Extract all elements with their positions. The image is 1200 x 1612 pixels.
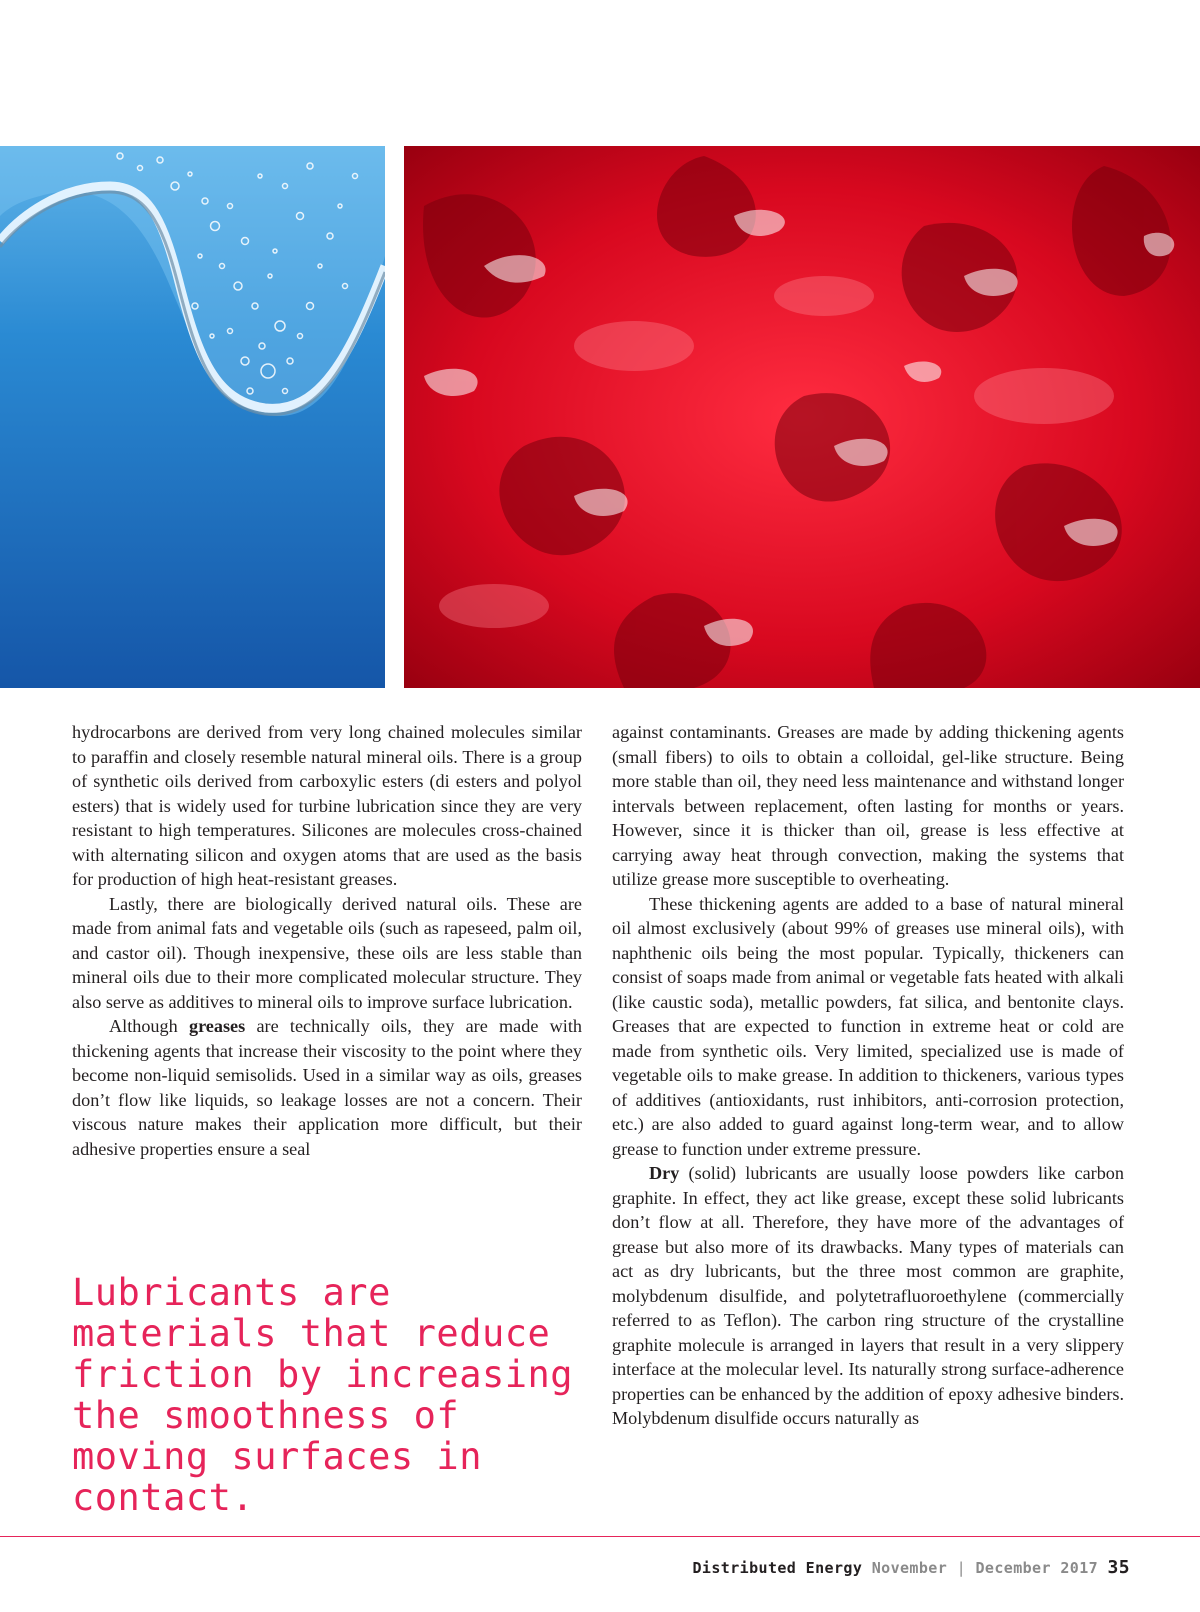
issue-date: December 2017 xyxy=(975,1559,1099,1577)
water-wave-illustration xyxy=(0,146,385,688)
red-grease-texture xyxy=(404,146,1200,688)
paragraph-synthetic-oils: hydrocarbons are derived from very long chained molecules similar to paraffin and closely resemble natural mineral oils. There is a group of synthetic oils derived from carboxylic esters (di esters and polyol esters) that is widely used for turbine lubrication since they are very resistant to high temperatures. Silicones are molecules cross-chained with alternating silicon and oxygen atoms that are used as the basis for production of high heat-resistant greases. xyxy=(72,722,582,889)
page-footer xyxy=(693,1557,1131,1578)
paragraph-greases xyxy=(72,1014,582,1161)
left-text-column xyxy=(72,720,582,1161)
pull-quote: Lubricants are materials that reduce friction by increasing the smoothness of moving surfaces in contact. xyxy=(72,1271,574,1519)
term-greases: greases xyxy=(188,1016,246,1036)
paragraph-dry-lubricants xyxy=(612,1161,1124,1431)
paragraph-grease-structure: against contaminants. Greases are made by adding thickening agents (small fibers) to oils to obtain a colloidal, gel-like structure. Being more stable than oil, they need less maintenance and withstand longer intervals between replacement, often lasting for months or years. However, since it is thicker than oil, grease is less effective at carrying away heat through convection, making the systems that utilize grease more susceptible to overheating. xyxy=(612,722,1124,889)
magazine-name: Distributed Energy xyxy=(692,1559,863,1577)
footer-rule xyxy=(0,1536,1200,1537)
photo-water-bubbles xyxy=(0,146,385,688)
issue-separator: | xyxy=(956,1559,967,1577)
page-number: 35 xyxy=(1107,1557,1130,1578)
issue-month: November xyxy=(871,1559,948,1577)
paragraph-greases-lead: Although xyxy=(109,1016,189,1036)
paragraph-dry-body: (solid) lubricants are usually loose powders like carbon graphite. In effect, they act like grease, except these solid lubricants don’t flow at all. Therefore, they have more of the advantages of grease but also more of its drawbacks. Many types of materials can act as dry lubricants, but the three most common are graphite, molybdenum disulfide, and polytetrafluoroethylene (commercially referred to as Teflon). The carbon ring structure of the crystalline graphite molecule is arranged in layers that result in a very slippery interface at the molecular level. Its naturally strong surface-adherence properties can be enhanced by the addition of epoxy adhesive binders. Molybdenum disulfide occurs naturally as xyxy=(612,1163,1124,1428)
photo-red-grease xyxy=(404,146,1200,688)
term-dry: Dry xyxy=(649,1163,680,1183)
paragraph-greases-body: are technically oils, they are made with thickening agents that increase their viscosity to the point where they become non-liquid semisolids. Used in a similar way as oils, greases don’t flow like liquids, so leakage losses are not a concern. Their viscous nature makes their application more difficult, but their adhesive properties ensure a seal xyxy=(72,1016,582,1159)
right-text-column xyxy=(612,720,1124,1431)
paragraph-natural-oils: Lastly, there are biologically derived natural oils. These are made from animal fats and vegetable oils (such as rapeseed, palm oil, and castor oil). Though inexpensive, these oils are less stable than mineral oils due to their more complicated molecular structure. They also serve as additives to mineral oils to improve surface lubrication. xyxy=(72,893,582,1012)
paragraph-thickening-agents: These thickening agents are added to a base of natural mineral oil almost exclusively (about 99% of greases use mineral oils), with naphthenic oils being the most popular. Typically, thickeners can consist of soaps made from animal or vegetable fats heated with alkali (like caustic soda), metallic powders, fat silica, and bentonite clays. Greases that are expected to function in extreme heat or cold are made from synthetic oils. Very limited, specialized use is made of vegetable oils to make grease. In addition to thickeners, various types of additives (antioxidants, rust inhibitors, anti-corrosion protection, etc.) are also added to guard against long-term wear, and to allow grease to function under extreme pressure. xyxy=(612,893,1124,1159)
